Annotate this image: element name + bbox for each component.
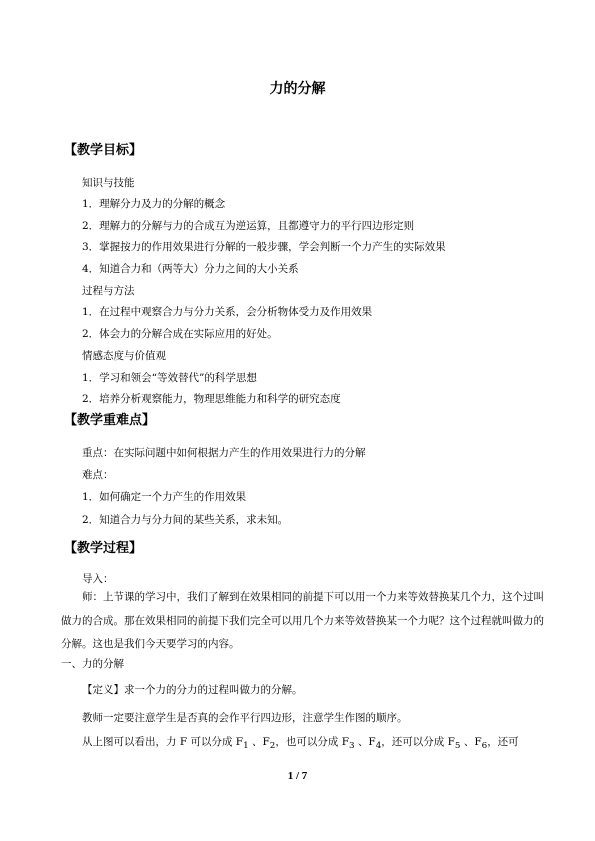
knowledge-item: 2．理解力的分解与力的合成互为逆运算，且都遵守力的平行四边形定则 (82, 220, 415, 232)
explanation-text: 、F (354, 736, 376, 748)
intro-paragraph: 师：上节课的学习中，我们了解到在效果相同的前提下可以用一个力来等效替换某几个力，这个过叫做力的合成。那在效果相同的前提下我们完全可以用几个力来等效替换某一个力呢？这个过程就叫做力的分解。这也是我们今天要学习的内容。 (61, 591, 544, 650)
teacher-note: 教师一定要注意学生是否真的会作平行四边形，注意学生作图的顺序。 (82, 712, 408, 724)
explanation-text: 从上图可以看出，力 F 可以分成 F (82, 736, 244, 748)
process-label: 过程与方法 (82, 285, 135, 297)
knowledge-item: 3．掌握按力的作用效果进行分解的一般步骤，学会判断一个力产生的实际效果 (82, 241, 446, 253)
explanation-text: ，还可以分成 F (381, 736, 455, 748)
section-heading-goals: 【教学目标】 (64, 143, 143, 158)
explanation-text: ，还可 (487, 736, 519, 748)
emotion-item: 1．学习和领会“等效替代”的科学思想 (82, 372, 257, 384)
process-item: 1．在过程中观察合力与分力关系，会分析物体受力及作用效果 (82, 306, 373, 318)
subsection-title: 一、力的分解 (61, 658, 124, 670)
intro-label: 导入： (82, 573, 114, 585)
document-title: 力的分解 (269, 81, 326, 97)
knowledge-item: 1．理解分力及力的分解的概念 (82, 198, 226, 210)
section-heading-process: 【教学过程】 (64, 541, 143, 556)
key-point-text: 重点：在实际问题中如何根据力产生的作用效果进行力的分解 (82, 447, 366, 459)
explanation-text: 、F (248, 736, 270, 748)
difficulty-item: 1．如何确定一个力产生的作用效果 (82, 491, 247, 503)
difficulty-label: 难点： (82, 469, 114, 481)
knowledge-label: 知识与技能 (82, 177, 135, 189)
knowledge-item: 4．知道合力和（两等大）分力之间的大小关系 (82, 263, 299, 275)
difficulty-item: 2．知道合力与分力间的某些关系，求未知。 (82, 514, 289, 526)
subscript: 2 (269, 741, 276, 752)
parallelogram-explanation (82, 735, 519, 753)
subscript: 3 (349, 741, 355, 752)
explanation-text: 、F (460, 736, 482, 748)
subscript: 1 (243, 741, 249, 752)
process-item: 2．体会力的分解合成在实际应用的好处。 (82, 328, 278, 340)
explanation-text: ，也可以分成 F (275, 736, 349, 748)
emotion-item: 2．培养分析观察能力，物理思维能力和科学的研究态度 (82, 393, 341, 405)
page-indicator: 1 / 7 (287, 770, 308, 782)
definition-text: 【定义】求一个力的分力的过程叫做力的分解。 (82, 684, 303, 696)
emotion-label: 情感态度与价值观 (82, 350, 166, 362)
subscript: 4 (375, 741, 382, 752)
subscript: 6 (481, 741, 488, 752)
subscript: 5 (454, 741, 461, 752)
section-heading-key-points: 【教学重难点】 (64, 413, 156, 428)
